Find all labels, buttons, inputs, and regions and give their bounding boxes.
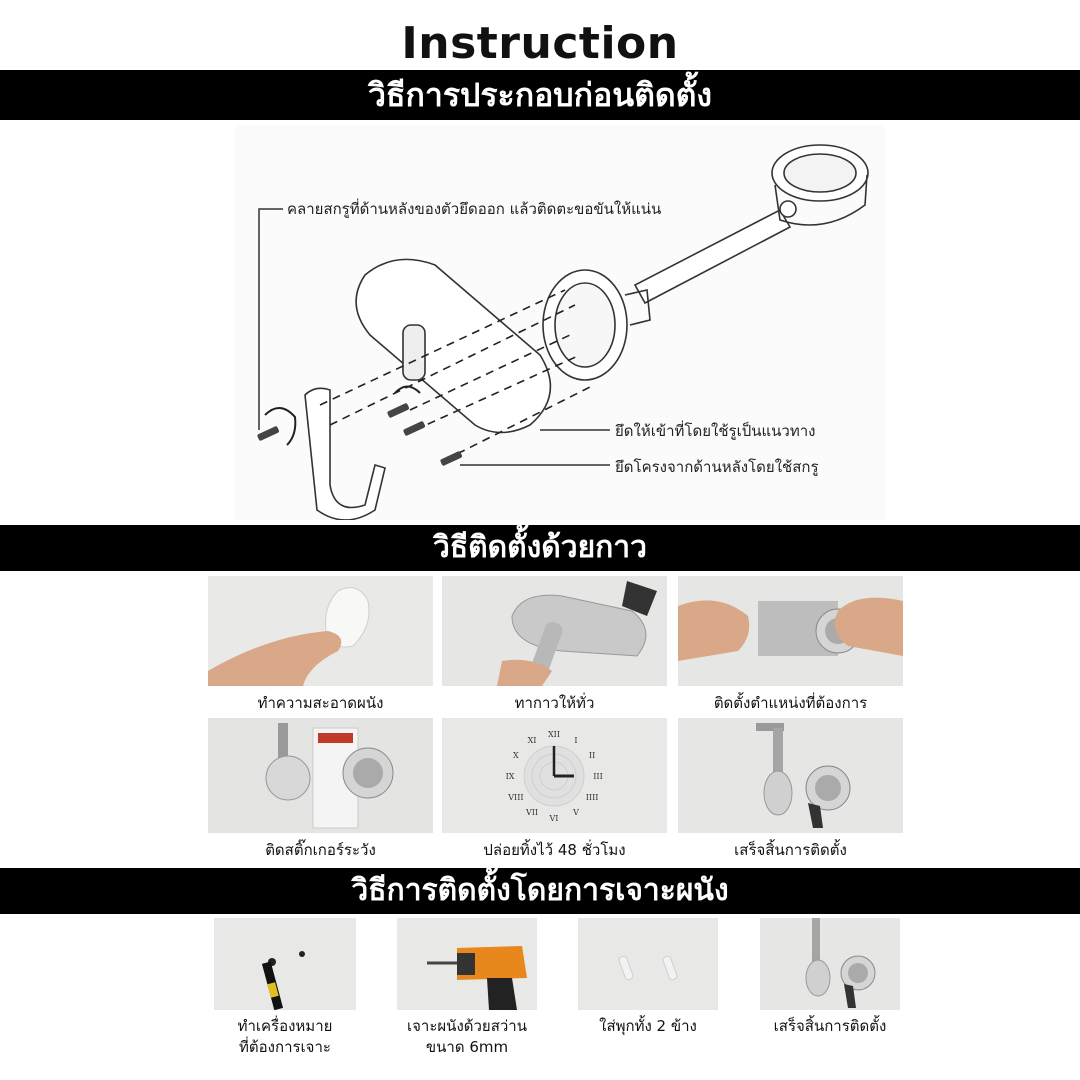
drilling-step-3 bbox=[553, 1016, 743, 1037]
install-complete-illustration bbox=[678, 718, 903, 833]
clock-numeral: IX bbox=[505, 772, 515, 781]
clock-numeral: X bbox=[513, 751, 519, 761]
drilling-step-3-line1: ใส่พุกทั้ง 2 ข้าง bbox=[599, 1017, 697, 1035]
mark-holes-illustration bbox=[214, 918, 356, 1010]
drilling-step-1-line2: ที่ต้องการเจาะ bbox=[239, 1038, 331, 1056]
adhesive-step-4: ติดสติ๊กเกอร์ระวัง bbox=[265, 841, 376, 859]
position-mount-illustration bbox=[678, 576, 903, 686]
photo-drill-wall bbox=[397, 918, 537, 1010]
photo-position-mount bbox=[678, 576, 903, 686]
clock-numeral: I bbox=[574, 735, 578, 745]
wall-anchors-illustration bbox=[578, 918, 718, 1010]
page-title: Instruction bbox=[401, 18, 679, 69]
drilling-heading: วิธีการติดตั้งโดยการเจาะผนัง bbox=[0, 868, 1080, 914]
assembly-diagram bbox=[235, 125, 885, 520]
clock-numeral: V bbox=[573, 808, 579, 818]
drilling-step-2-line2: ขนาด 6mm bbox=[425, 1038, 509, 1056]
photo-drill-complete bbox=[760, 918, 900, 1010]
photo-warning-sticker bbox=[208, 718, 433, 833]
drilling-step-2 bbox=[372, 1016, 562, 1058]
drilling-step-2-line1: เจาะผนังด้วยสว่าน bbox=[407, 1017, 527, 1035]
drilling-step-4-line1: เสร็จสิ้นการติดตั้ง bbox=[773, 1017, 887, 1035]
drill-illustration bbox=[397, 918, 537, 1010]
photo-apply-glue bbox=[442, 576, 667, 686]
clock-numeral: VII bbox=[525, 808, 539, 818]
photo-mark-holes bbox=[214, 918, 356, 1010]
callout-secure-frame: ยึดโครงจากด้านหลังโดยใช้สกรู bbox=[615, 458, 819, 476]
warning-sticker-illustration bbox=[208, 718, 433, 833]
adhesive-heading: วิธีติดตั้งด้วยกาว bbox=[0, 525, 1080, 571]
adhesive-step-5: ปล่อยทิ้งไว้ 48 ชั่วโมง bbox=[483, 841, 626, 859]
clock-numeral: III bbox=[593, 772, 603, 781]
photo-insert-anchors bbox=[578, 918, 718, 1010]
clock-numeral: II bbox=[588, 751, 596, 761]
clock-numeral: VIII bbox=[508, 792, 524, 802]
photo-wait-48-hours bbox=[442, 718, 667, 833]
clock-illustration bbox=[442, 718, 667, 833]
drill-complete-illustration bbox=[760, 918, 900, 1010]
assembly-heading: วิธีการประกอบก่อนติดตั้ง bbox=[0, 70, 1080, 120]
apply-glue-illustration bbox=[442, 576, 667, 686]
photo-clean-wall bbox=[208, 576, 433, 686]
drilling-step-4 bbox=[735, 1016, 925, 1037]
adhesive-step-1: ทำความสะอาดผนัง bbox=[257, 694, 384, 712]
drilling-step-1-line1: ทำเครื่องหมาย bbox=[237, 1017, 333, 1035]
clock-numeral: IIII bbox=[585, 792, 599, 802]
adhesive-step-2: ทากาวให้ทั่ว bbox=[514, 694, 595, 712]
clean-wall-illustration bbox=[208, 576, 433, 686]
callout-align-holes: ยึดให้เข้าที่โดยใช้รูเป็นแนวทาง bbox=[615, 422, 816, 440]
adhesive-step-6: เสร็จสิ้นการติดตั้ง bbox=[734, 841, 847, 859]
clock-numeral: VI bbox=[549, 813, 559, 823]
clock-numeral: XII bbox=[547, 730, 561, 740]
photo-install-complete bbox=[678, 718, 903, 833]
callout-loosen-screw: คลายสกรูที่ด้านหลังของตัวยึดออก แล้วติดตะขอขันให้แน่น bbox=[287, 200, 662, 218]
adhesive-step-3: ติดตั้งตำแหน่งที่ต้องการ bbox=[713, 694, 868, 712]
drilling-step-1 bbox=[190, 1016, 380, 1058]
clock-numeral: XI bbox=[527, 735, 537, 745]
